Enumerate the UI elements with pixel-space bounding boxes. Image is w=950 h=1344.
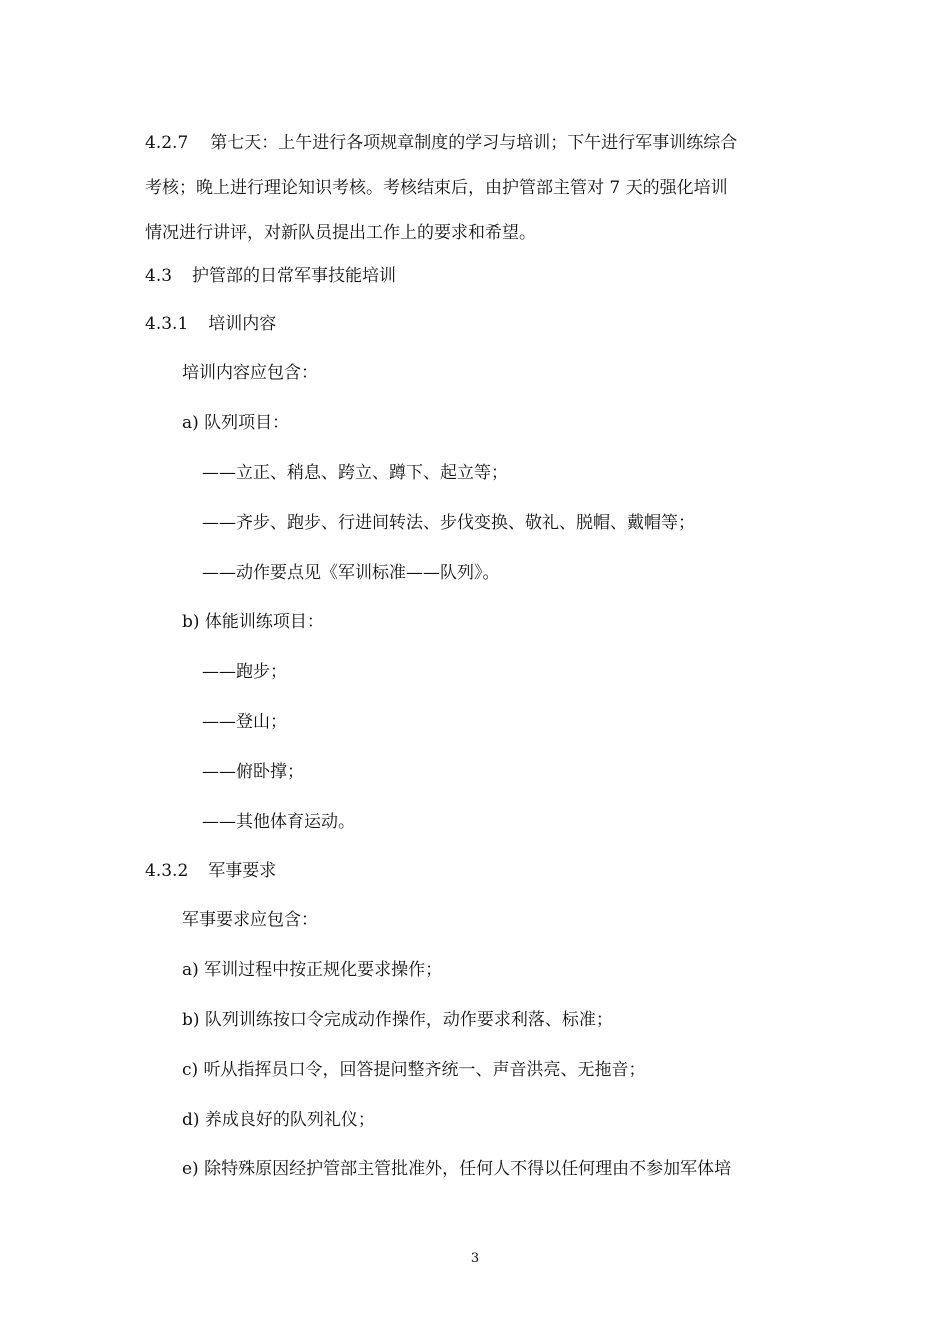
section-number: 4.3.2 [145,861,189,881]
section-4-2-7-line-1 [145,131,737,155]
training-intro: 培训内容应包含： [182,363,318,383]
sub-item: ——俯卧撑； [202,762,304,782]
sub-item: ——登山； [202,712,287,732]
section-4-3-2-heading [145,859,276,883]
section-4-2-7-line-3: 情况进行讲评，对新队员提出工作上的要求和希望。 [145,223,536,243]
requirement-item: e) 除特殊原因经护管部主管批准外，任何人不得以任何理由不参加军体培 [182,1159,732,1179]
section-4-2-7-line-2: 考核；晚上进行理论知识考核。考核结束后，由护管部主管对 7 天的强化培训 [145,178,728,198]
requirement-item: d) 养成良好的队列礼仪； [182,1110,375,1130]
section-4-3-1-heading [145,312,276,336]
section-number: 4.2.7 [145,133,189,153]
sub-item: ——齐步、跑步、行进间转法、步伐变换、敬礼、脱帽、戴帽等； [202,513,695,533]
section-title: 护管部的日常军事技能培训 [192,266,397,286]
sub-item: ——立正、稍息、跨立、蹲下、起立等； [202,463,508,483]
section-number: 4.3 [145,266,173,286]
section-title: 军事要求 [208,861,277,881]
requirement-item: b) 队列训练按口令完成动作操作，动作要求利落、标准； [182,1010,613,1030]
list-item-b: b) 体能训练项目： [182,612,324,632]
list-item-a: a) 队列项目： [182,413,290,433]
section-4-3-heading [145,264,396,288]
page-number: 3 [470,1251,480,1266]
military-intro: 军事要求应包含： [182,910,318,930]
requirement-item: a) 军训过程中按正规化要求操作； [182,960,443,980]
section-title: 培训内容 [208,314,277,334]
sub-item: ——动作要点见《军训标准——队列》。 [202,563,500,583]
paragraph-text: 第七天：上午进行各项规章制度的学习与培训；下午进行军事训练综合 [210,133,738,153]
sub-item: ——其他体育运动。 [202,812,355,832]
section-number: 4.3.1 [145,314,189,334]
requirement-item: c) 听从指挥员口令，回答提问整齐统一、声音洪亮、无拖音； [182,1060,646,1080]
sub-item: ——跑步； [202,662,287,682]
